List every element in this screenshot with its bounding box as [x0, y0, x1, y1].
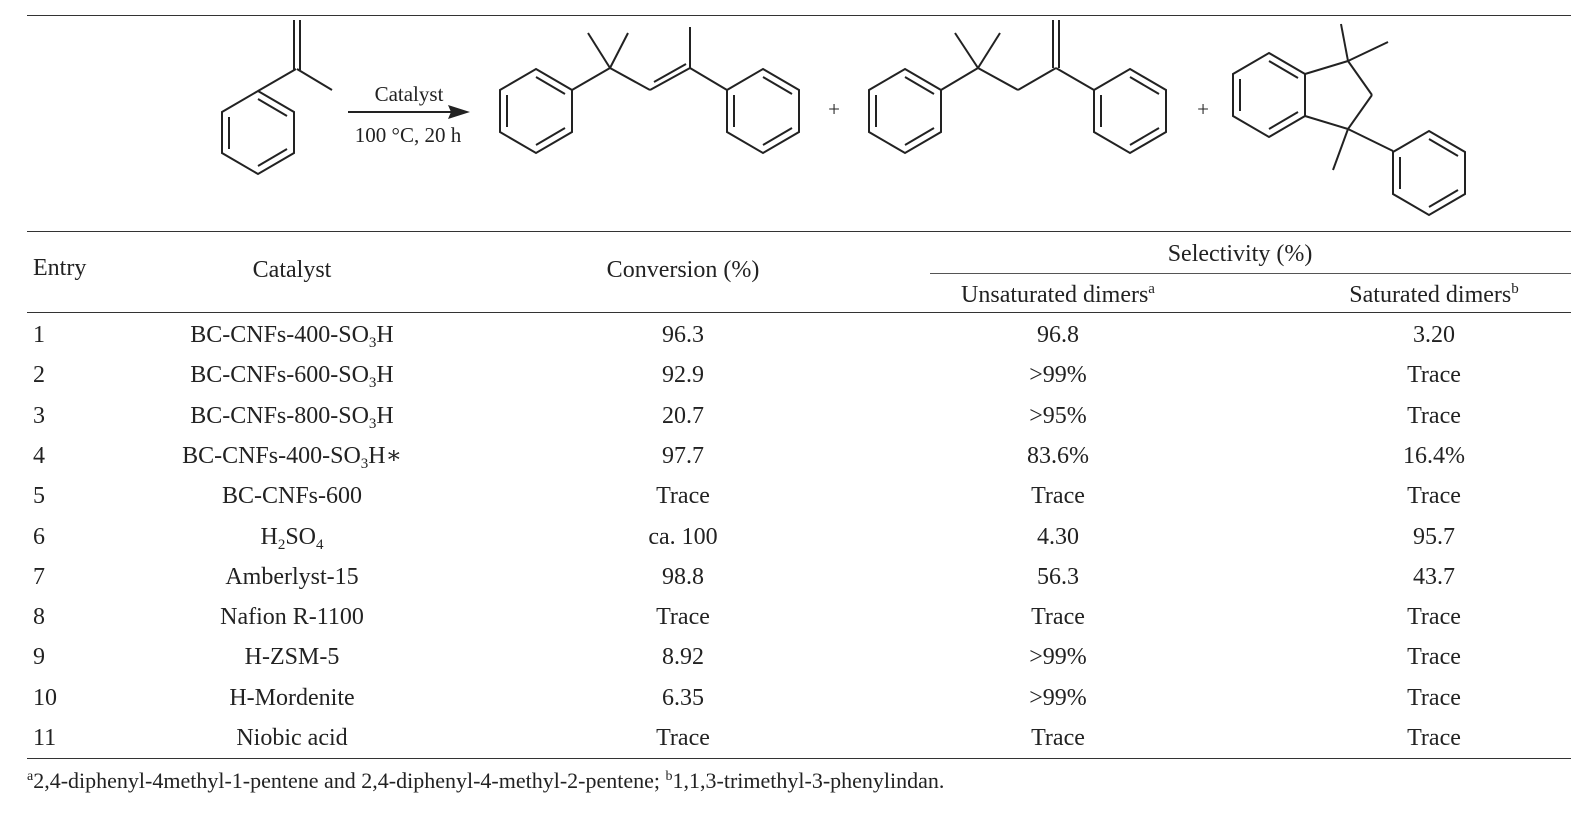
footnote [27, 768, 944, 794]
table-cell-catalyst [190, 361, 394, 389]
table-bottom-rule [27, 758, 1571, 759]
table-cell-entry: 5 [33, 483, 45, 509]
table-cell-saturated: Trace [1407, 685, 1461, 711]
header-top-rule [27, 231, 1571, 232]
table-cell-conversion: Trace [656, 604, 710, 630]
table-cell-catalyst [229, 684, 354, 712]
table-cell-saturated: 16.4% [1403, 443, 1465, 469]
footnote-mark-a: a [1148, 281, 1155, 297]
catalyst-subscript: 3 [368, 416, 377, 432]
table-cell-catalyst [220, 603, 364, 631]
header-bottom-rule [27, 312, 1571, 313]
table-cell-entry: 4 [33, 443, 45, 469]
table-cell-catalyst [236, 724, 347, 752]
header-saturated-label: Saturated dimers [1349, 282, 1512, 308]
table-cell-entry: 7 [33, 564, 45, 590]
catalyst-text: BC-CNFs-600-SO [190, 362, 369, 388]
catalyst-text: BC-CNFs-400-SO [182, 443, 361, 469]
table-cell-unsaturated: Trace [1031, 604, 1085, 630]
catalyst-subscript: 3 [368, 335, 377, 351]
catalyst-subscript: 4 [316, 537, 324, 553]
table-cell-entry: 10 [33, 685, 57, 711]
table-cell-conversion: 92.9 [662, 362, 704, 388]
catalyst-text: H [260, 524, 278, 550]
table-cell-unsaturated: >99% [1029, 644, 1087, 670]
table-cell-unsaturated: 96.8 [1037, 322, 1079, 348]
arrow-label-catalyst: Catalyst [374, 82, 444, 106]
catalyst-subscript: 3 [368, 375, 377, 391]
table-cell-saturated: Trace [1407, 644, 1461, 670]
table-cell-unsaturated: Trace [1031, 483, 1085, 509]
table-cell-unsaturated: >99% [1029, 362, 1087, 388]
header-entry: Entry [33, 255, 87, 281]
selectivity-rule [930, 273, 1571, 274]
arrow-label-conditions: 100 °C, 20 h [354, 123, 462, 147]
table-cell-conversion: 97.7 [662, 443, 704, 469]
table-cell-conversion: Trace [656, 725, 710, 751]
product-3-structure [1233, 24, 1465, 215]
header-unsaturated-label: Unsaturated dimers [961, 282, 1149, 308]
table-cell-entry: 9 [33, 644, 45, 670]
reaction-scheme [0, 0, 1591, 230]
header-saturated [1349, 281, 1518, 309]
catalyst-text: H [376, 322, 394, 348]
catalyst-text: Niobic acid [236, 725, 348, 751]
table-cell-saturated: Trace [1407, 483, 1461, 509]
table-cell-catalyst [190, 321, 394, 349]
plus-sign-2: + [1197, 97, 1209, 121]
catalyst-text: Nafion R-1100 [220, 604, 364, 630]
table-cell-unsaturated: >99% [1029, 685, 1087, 711]
table-cell-saturated: 3.20 [1413, 322, 1455, 348]
catalyst-text: BC-CNFs-600 [221, 483, 363, 509]
table-cell-catalyst [190, 402, 394, 430]
table-cell-entry: 3 [33, 403, 45, 429]
table-cell-saturated: Trace [1407, 362, 1461, 388]
table-cell-entry: 11 [33, 725, 57, 751]
footnote-mark-a: a [27, 769, 34, 784]
table-cell-catalyst [222, 482, 362, 510]
footnote-text-a: 2,4-diphenyl-4methyl-1-pentene and 2,4-diphenyl-4-methyl-2-pentene; [33, 768, 666, 793]
catalyst-text: H [376, 362, 394, 388]
product-2-structure [869, 20, 1166, 153]
catalyst-text: H-Mordenite [229, 685, 355, 711]
table-cell-conversion: 98.8 [662, 564, 704, 590]
table-cell-saturated: 43.7 [1413, 564, 1455, 590]
table-cell-saturated: Trace [1407, 403, 1461, 429]
product-1-structure [500, 27, 799, 153]
table-cell-saturated: 95.7 [1413, 524, 1455, 550]
table-cell-saturated: Trace [1407, 725, 1461, 751]
catalyst-text: H-ZSM-5 [244, 644, 340, 670]
table-cell-conversion: 96.3 [662, 322, 704, 348]
catalyst-text: H∗ [368, 443, 402, 469]
footnote-mark-b: b [1511, 281, 1519, 297]
table-cell-unsaturated: >95% [1029, 403, 1087, 429]
footnote-mark-b: b [665, 769, 673, 784]
table-cell-conversion: 8.92 [662, 644, 704, 670]
catalyst-text: SO [285, 524, 317, 550]
header-selectivity: Selectivity (%) [1167, 241, 1313, 267]
catalyst-text: Amberlyst-15 [225, 564, 359, 590]
table-cell-entry: 1 [33, 322, 45, 348]
table-cell-entry: 8 [33, 604, 45, 630]
plus-sign-1: + [828, 97, 840, 121]
table-cell-unsaturated: 83.6% [1027, 443, 1089, 469]
table-cell-unsaturated: 4.30 [1037, 524, 1079, 550]
header-conversion: Conversion (%) [606, 257, 760, 283]
table-cell-conversion: 20.7 [662, 403, 704, 429]
alpha-methylstyrene-structure [222, 20, 332, 174]
table-cell-unsaturated: Trace [1031, 725, 1085, 751]
catalyst-text: BC-CNFs-800-SO [190, 403, 369, 429]
table-cell-catalyst [225, 563, 358, 591]
catalyst-subscript: 2 [277, 537, 286, 553]
header-unsaturated [961, 281, 1155, 309]
reaction-arrow [348, 105, 470, 119]
footnote-text-b: 1,1,3-trimethyl-3-phenylindan. [672, 768, 945, 793]
table-cell-entry: 6 [33, 524, 45, 550]
header-catalyst: Catalyst [252, 257, 332, 283]
table-cell-catalyst [260, 523, 323, 551]
table-cell-conversion: 6.35 [662, 685, 704, 711]
table-cell-catalyst [245, 643, 340, 671]
table-cell-saturated: Trace [1407, 604, 1461, 630]
table-cell-catalyst [182, 442, 402, 470]
catalyst-text: H [376, 403, 394, 429]
catalyst-text: BC-CNFs-400-SO [190, 322, 369, 348]
table-cell-conversion: Trace [656, 483, 710, 509]
table-cell-unsaturated: 56.3 [1037, 564, 1079, 590]
table-cell-entry: 2 [33, 362, 45, 388]
table-cell-conversion: ca. 100 [648, 524, 718, 550]
catalyst-subscript: 3 [360, 456, 369, 472]
